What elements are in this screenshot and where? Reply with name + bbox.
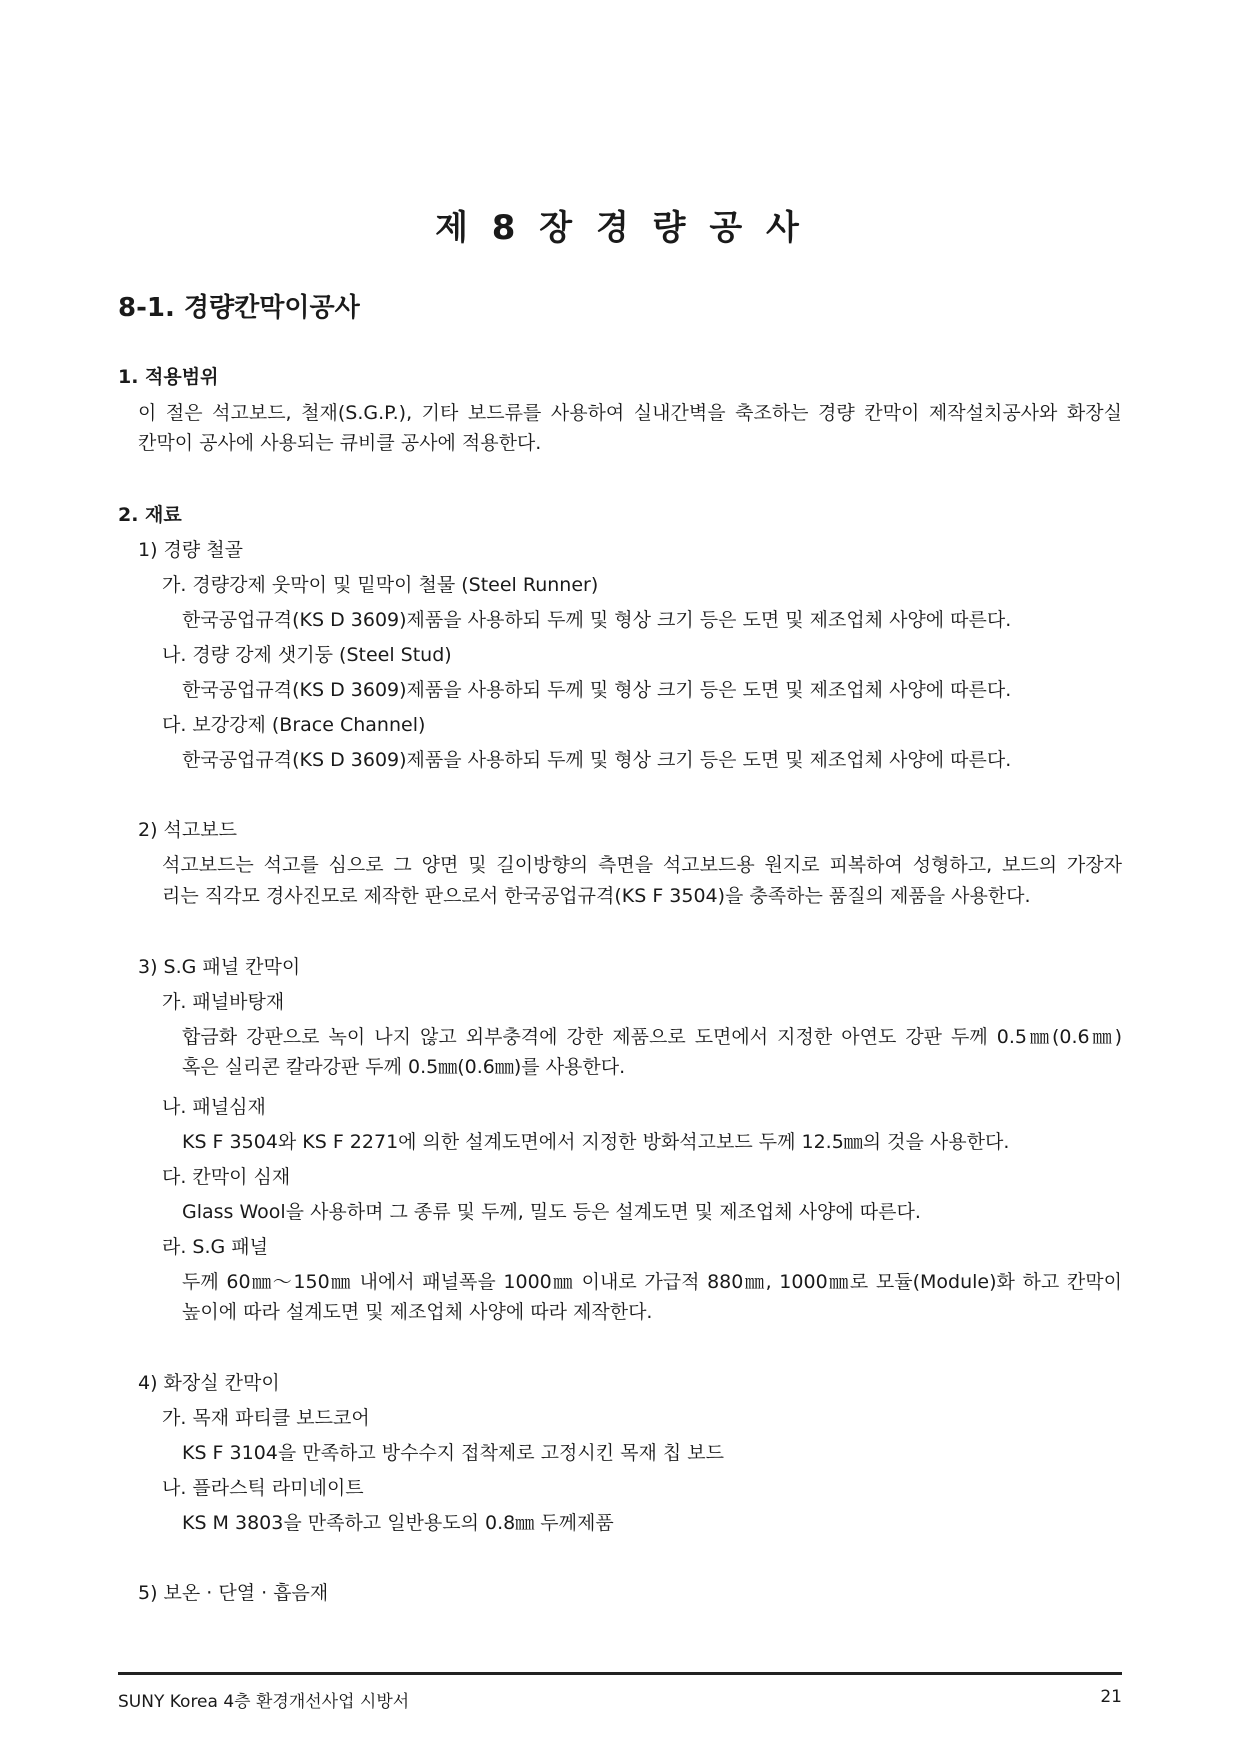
brace-channel-title: 다. 보강강제 (Brace Channel)	[162, 714, 426, 736]
item-sg-panel-title: 3) S.G 패널 칸막이	[138, 956, 301, 978]
plastic-laminate-title: 나. 플라스틱 라미네이트	[162, 1477, 364, 1499]
item-light-steel-title: 1) 경량 철골	[138, 539, 243, 561]
plastic-laminate-text: KS M 3803을 만족하고 일반용도의 0.8㎜ 두께제품	[182, 1512, 614, 1534]
item-insulation-title: 5) 보온 · 단열 · 흡음재	[138, 1582, 329, 1604]
footer-doc-title: SUNY Korea 4층 환경개선사업 시방서	[118, 1692, 410, 1712]
footer-divider	[118, 1672, 1122, 1675]
panel-core-title: 나. 패널심재	[162, 1096, 266, 1118]
panel-base-line2: 혹은 실리콘 칼라강판 두께 0.5㎜(0.6㎜)를 사용한다.	[182, 1056, 626, 1078]
steel-stud-text: 한국공업규격(KS D 3609)제품을 사용하되 두께 및 형상 크기 등은 도면 및 제조업체 사양에 따른다.	[182, 679, 1012, 701]
gypsum-board-line2: 리는 직각모 경사진모로 제작한 판으로서 한국공업규격(KS F 3504)을 충족하는 품질의 제품을 사용한다.	[162, 885, 1031, 907]
particle-board-title: 가. 목재 파티클 보드코어	[162, 1407, 370, 1429]
sg-panel-line2: 높이에 따라 설계도면 및 제조업체 사양에 따라 제작한다.	[182, 1301, 653, 1323]
panel-base-line1: 합금화 강판으로 녹이 나지 않고 외부충격에 강한 제품으로 도면에서 지정한 아연도 강판 두께 0.5㎜(0.6㎜)	[182, 1026, 1122, 1048]
steel-runner-title: 가. 경량강제 웃막이 및 밑막이 철물 (Steel Runner)	[162, 574, 599, 596]
sg-panel-title: 라. S.G 패널	[162, 1236, 269, 1258]
scope-text-line2: 칸막이 공사에 사용되는 큐비클 공사에 적용한다.	[138, 432, 542, 454]
section-title: 8-1. 경량칸막이공사	[118, 293, 360, 323]
heading-materials: 2. 재료	[118, 504, 182, 526]
scope-text-line1: 이 절은 석고보드, 철재(S.G.P.), 기타 보드류를 사용하여 실내간벽을 축조하는 경량 칸막이 제작설치공사와 화장실	[138, 402, 1122, 424]
gypsum-board-line1: 석고보드는 석고를 심으로 그 양면 및 길이방향의 측면을 석고보드용 원지로 피복하여 성형하고, 보드의 가장자	[162, 854, 1122, 876]
item-restroom-partition-title: 4) 화장실 칸막이	[138, 1372, 280, 1394]
panel-base-title: 가. 패널바탕재	[162, 991, 285, 1013]
heading-scope: 1. 적용범위	[118, 366, 219, 388]
sg-panel-line1: 두께 60㎜～150㎜ 내에서 패널폭을 1000㎜ 이내로 가급적 880㎜, 1000㎜로 모듈(Module)화 하고 칸막이	[182, 1271, 1122, 1293]
brace-channel-text: 한국공업규격(KS D 3609)제품을 사용하되 두께 및 형상 크기 등은 도면 및 제조업체 사양에 따른다.	[182, 749, 1012, 771]
footer-page-number: 21	[1100, 1687, 1122, 1707]
partition-core-title: 다. 칸막이 심재	[162, 1166, 291, 1188]
panel-core-text: KS F 3504와 KS F 2271에 의한 설계도면에서 지정한 방화석고보드 두께 12.5㎜의 것을 사용한다.	[182, 1131, 1010, 1153]
particle-board-text: KS F 3104을 만족하고 방수수지 접착제로 고정시킨 목재 칩 보드	[182, 1442, 724, 1464]
item-gypsum-board-title: 2) 석고보드	[138, 819, 237, 841]
steel-runner-text: 한국공업규격(KS D 3609)제품을 사용하되 두께 및 형상 크기 등은 도면 및 제조업체 사양에 따른다.	[182, 609, 1012, 631]
steel-stud-title: 나. 경량 강제 샛기둥 (Steel Stud)	[162, 644, 452, 666]
chapter-title: 제 8 장 경 량 공 사	[435, 208, 805, 248]
partition-core-text: Glass Wool을 사용하며 그 종류 및 두께, 밀도 등은 설계도면 및 제조업체 사양에 따른다.	[182, 1201, 921, 1223]
